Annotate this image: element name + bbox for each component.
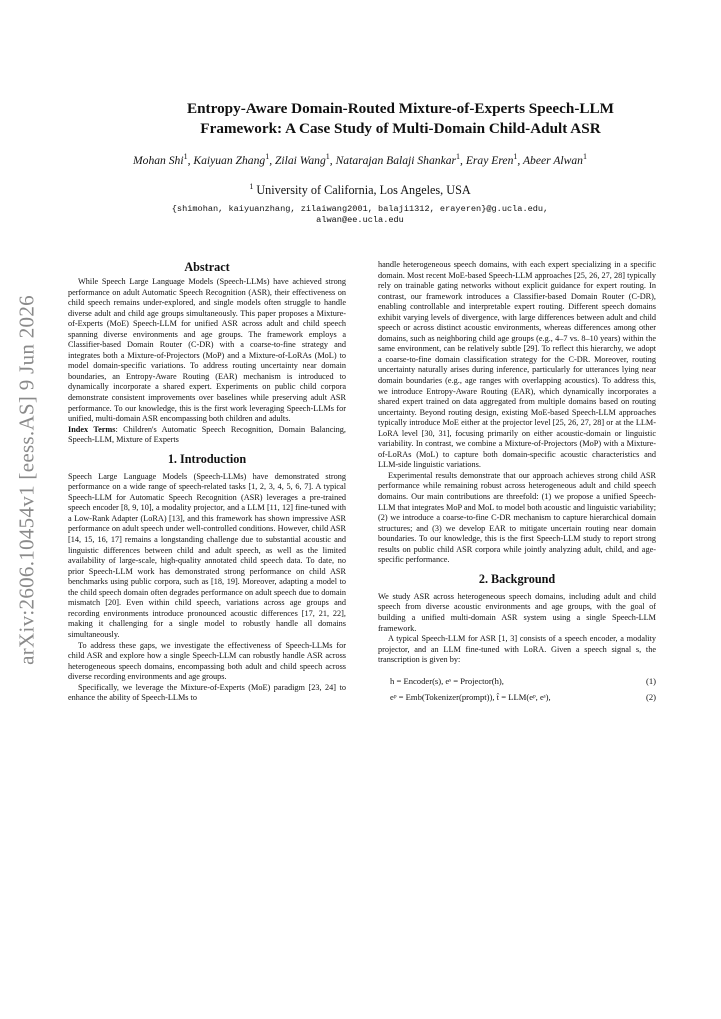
author-affiliation-mark: 1 (265, 152, 270, 161)
intro-paragraph-2: To address these gaps, we investigate the effectiveness of Speech-LLMs for child ASR and explore how a single Speech-LLM can robustly handle ASR across heterogeneous speech domains, encompassing both adult and child speech across diverse recording environments and age groups. (68, 640, 346, 682)
index-terms (68, 425, 346, 446)
index-terms-label: Index Terms (68, 424, 116, 434)
background-paragraph-1: We study ASR across heterogeneous speech domains, including adult and child speech from diverse acoustic environments and age groups, with the goal of building a unified multi-domain ASR system using a single Speech-LLM framework. (378, 591, 656, 633)
abstract-text: While Speech Large Language Models (Speech-LLMs) have achieved strong performance on adult Automatic Speech Recognition (ASR), their effectiveness on child speech remains under-explored, and single models often struggle to handle diverse adult and child age groups simultaneously. This paper proposes a Mixture-of-Experts (MoE) Speech-LLM for unified ASR across adult and child speech spanning diverse environments and age groups. The framework employs a Classifier-based Domain Router (C-DR) with a coarse-to-fine strategy and integrates both a Mixture-of-Projectors (MoP) and a Mixture-of-LoRAs (MoL) to model domain-specific variations. To address routing uncertainty near domain boundaries, an Entropy-Aware Routing (EAR) mechanism is introduced to dynamically incorporate a shared expert. Experiments on public child corpora demonstrate consistent improvements over baselines while preserving adult ASR performance. To our knowledge, this is the first work leveraging Speech-LLMs for unified, multi-domain ASR encompassing both children and adults. (68, 277, 346, 424)
author-affiliation-mark: 1 (582, 152, 587, 161)
section-heading-background: 2. Background (478, 571, 556, 586)
left-column (68, 260, 346, 704)
title-line-2: Framework: A Case Study of Multi-Domain Child-Adult ASR (200, 120, 601, 137)
equation-1-number: (1) (645, 676, 656, 687)
author-name: Kaiyuan Zhang (193, 153, 266, 167)
author-name: Natarajan Balaji Shankar (335, 153, 457, 167)
equation-1 (378, 674, 656, 690)
email-line-1: {shimohan, kaiyuanzhang, zilaiwang2001, balaji1312, erayeren}@g.ucla.edu, (171, 204, 549, 214)
equation-2-number: (2) (645, 692, 656, 703)
intro-paragraph-4: handle heterogeneous speech domains, with each expert specializing in a specific domain. Most recent MoE-based Speech-LLM approaches [25, 26, 27, 28] typically rely on trainable gating networks without explicit guidance for expert routing. In contrast, our framework introduces a Classifier-based Domain Router (C-DR), enabling controllable and interpretable expert routing. Different speech domains exhibit varying levels of divergence, with large differences between adult and child speech or across distinct acoustic environments, whereas differences among other domains, such as neighboring child age groups (e.g., 4–7 vs. 8–10 years) within the same environment, can be relatively subtle [29]. To reflect this hierarchy, we adopt a coarse-to-fine domain classification strategy for the C-DR. Moreover, routing uncertainty naturally arises during inference, particularly for utterances lying near domain boundaries (e.g., age ranges with overlapping acoustics). To address this, we introduce Entropy-Aware Routing (EAR), which dynamically incorporates a shared expert trained on data aggregated from multiple domains based on routing uncertainty. Beyond routing design, existing MoE-based Speech-LLM approaches typically introduce MoE either at the projector level [25, 26, 27, 28] or at the LLM-LoRA level [30, 31], focusing primarily on either acoustic-domain or linguistic variability. In contrast, we combine a Mixture-of-Projectors (MoP) with a Mixture-of-LoRAs (MoL) to capture both domain-specific acoustic characteristics and LLM-side linguistic variations. (378, 260, 656, 470)
author-affiliation-mark: 1 (183, 152, 188, 161)
intro-paragraph-5: Experimental results demonstrate that our approach achieves strong child ASR performance while remaining robust across heterogeneous adult and child speech domains. Our main contributions are threefold: (1) we propose a unified Speech-LLM that integrates MoP and MoL to model both acoustic and linguistic variability; (2) we introduce a coarse-to-fine C-DR mechanism to capture hierarchical domain structures; and (3) we develop EAR to mitigate uncertain routing near domain boundaries. To our knowledge, this is the first Speech-LLM study to report strong results on public child ASR corpora while jointly analyzing adult, child, and age-specific performance. (378, 470, 657, 565)
author-affiliation-mark: 1 (325, 152, 330, 161)
intro-paragraph-3: Specifically, we leverage the Mixture-of-Experts (MoE) paradigm [23, 24] to enhance the ability of Speech-LLMs to (68, 682, 346, 703)
affiliation-mark: 1 (249, 182, 254, 191)
affiliation-text: University of California, Los Angeles, USA (256, 183, 471, 198)
author-affiliation-mark: 1 (513, 152, 518, 161)
background-paragraph-2: A typical Speech-LLM for ASR [1, 3] consists of a speech encoder, a modality projector, and an LLM fine-tuned with LoRA. Given a speech signal s, the transcription is given by: (378, 634, 656, 665)
author-list: Mohan Shi$^1$, Kaiyuan Zhang$^1$, Zilai Wang$^1$, Natarajan Balaji Shankar$^1$, Eray Eren$^1$, Abeer Alwan$^1$ (133, 152, 587, 167)
author-name: Mohan Shi (133, 153, 184, 167)
abstract-heading: Abstract (184, 260, 230, 274)
paper-title (80, 99, 721, 139)
index-terms-text: : Children's Automatic Speech Recognition, Domain Balancing, Speech-LLM, Mixture of Experts (68, 424, 346, 445)
equation-2-body: eᵖ = Emb(Tokenizer(prompt)), t̂ = LLM(eᵖ, eˢ), (390, 692, 551, 703)
author-name: Eray Eren (465, 153, 514, 167)
author-emails (100, 204, 620, 226)
equation-2 (378, 690, 656, 706)
intro-paragraph-1: Speech Large Language Models (Speech-LLMs) have demonstrated strong performance on a wide range of speech-related tasks [1, 2, 3, 4, 5, 6, 7]. A typical Speech-LLM for Automatic Speech Recognition (ASR) leverages a pre-trained speech encoder [8, 9, 10], a modality projector, and a LLM [11, 12] fine-tuned with a Low-Rank Adapter (LoRA) [13], and this framework has shown impressive ASR performance on adult speech under well-controlled conditions. However, child ASR [14, 15, 16, 17] remains a longstanding challenge due to substantial acoustic and linguistic differences between child and adult speech, as well as the limited availability of large-scale, high-quality annotated child speech data. To date, no prior Speech-LLM work has demonstrated strong performance on child ASR benchmarks using public corpora, such as [18, 19]. Moreover, adapting a model to the child speech domain often degrades performance on adult speech due to domain mismatch [20]. Even within child speech, variations across age groups and recording environments introduce pronounced acoustic differences [17, 21, 22], making it challenging for a single model to robustly handle all domains simultaneously. (68, 471, 346, 639)
title-line-1: Entropy-Aware Domain-Routed Mixture-of-Experts Speech-LLM (186, 100, 615, 117)
right-column (378, 260, 656, 706)
arxiv-stamp-text: arXiv:2606.10454v1 [eess.AS] 9 Jun 2026 (14, 295, 39, 665)
email-line-2: alwan@ee.ucla.edu (316, 215, 404, 225)
author-affiliation-mark: 1 (456, 152, 461, 161)
author-name: Abeer Alwan (522, 153, 583, 167)
section-heading-introduction: 1. Introduction (167, 451, 247, 466)
equation-1-body: h = Encoder(s), eˢ = Projector(h), (390, 676, 504, 687)
arxiv-identifier-stamp (12, 295, 42, 665)
equation-block (378, 674, 656, 706)
affiliation (60, 182, 660, 198)
author-name: Zilai Wang (274, 153, 326, 167)
